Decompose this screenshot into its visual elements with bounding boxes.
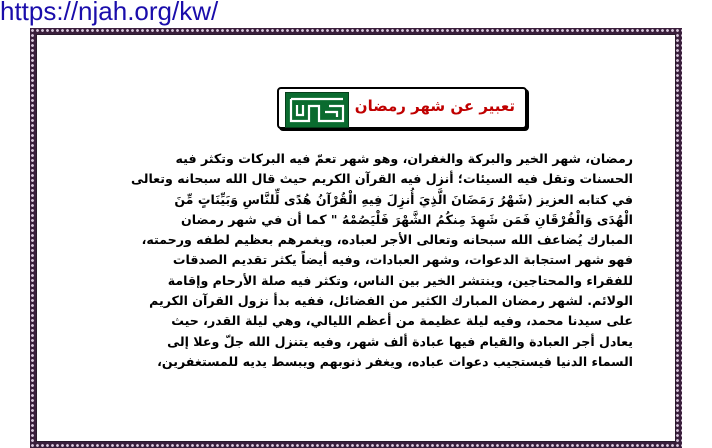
title-banner (277, 87, 527, 129)
article-line: رمضان، شهر الخير والبركة والغفران، وهو شهر تعمّ فيه البركات وتكثر فيه (175, 151, 633, 166)
article-body (93, 149, 633, 372)
article-line: في كتابه العزيز (شَهْرُ رَمَضَانَ الَّذِيَ أُنزِلَ فِيهِ الْقُرْآنُ هُدًى لِّلنَّاسِ وَبَيِّنَاتٍ مِّنَ (174, 191, 633, 207)
article-line: الْهُدَى وَالْفُرْقَانِ فَمَن شَهِدَ مِنكُمُ الشَّهْرَ فَلْيَصُمْهُ " كما أن في شهر رمضان (180, 211, 633, 227)
page-title: تعبير عن شهر رمضان (354, 97, 515, 115)
article-line: على سيدنا محمد، وفيه ليلة عظيمة من أعظم الليالي، وهي ليلة القدر، حيث (171, 313, 633, 329)
source-url-link[interactable]: https://njah.org/kw/ (0, 0, 219, 26)
article-line: الولائم. لشهر رمضان المبارك الكثير من الفضائل، ففيه بدأ نزول القرآن الكريم (149, 293, 633, 309)
decorative-dotted-frame (30, 28, 682, 448)
article-line: المبارك يُضاعف الله سبحانه وتعالى الأجر لعباده، ويغمرهم بعظيم لطفه ورحمته، (141, 232, 633, 248)
article-line: يعادل أجر العبادة والقيام فيها عبادة ألف شهر، وفيه يتنزل الله جلّ وعلا إلى (167, 333, 633, 349)
page-content-area (36, 34, 676, 442)
article-line: الحسنات وتقل فيه السيئات؛ أنزل فيه القرآن الكريم حيث قال الله سبحانه وتعالى (130, 171, 633, 187)
green-square-kufic-logo-icon (285, 92, 349, 128)
article-line: فهو شهر استجابة الدعوات، وشهر العبادات، وفيه أيضاً يكثر تقديم الصدقات (172, 252, 633, 268)
article-line: للفقراء والمحتاجين، وينتشر الخير بين الناس، وتكثر فيه صلة الأرحام وإقامة (167, 272, 633, 288)
article-line: السماء الدنيا فيستجيب دعوات عباده، ويغفر ذنوبهم ويبسط يديه للمستغفرين، (157, 353, 633, 369)
